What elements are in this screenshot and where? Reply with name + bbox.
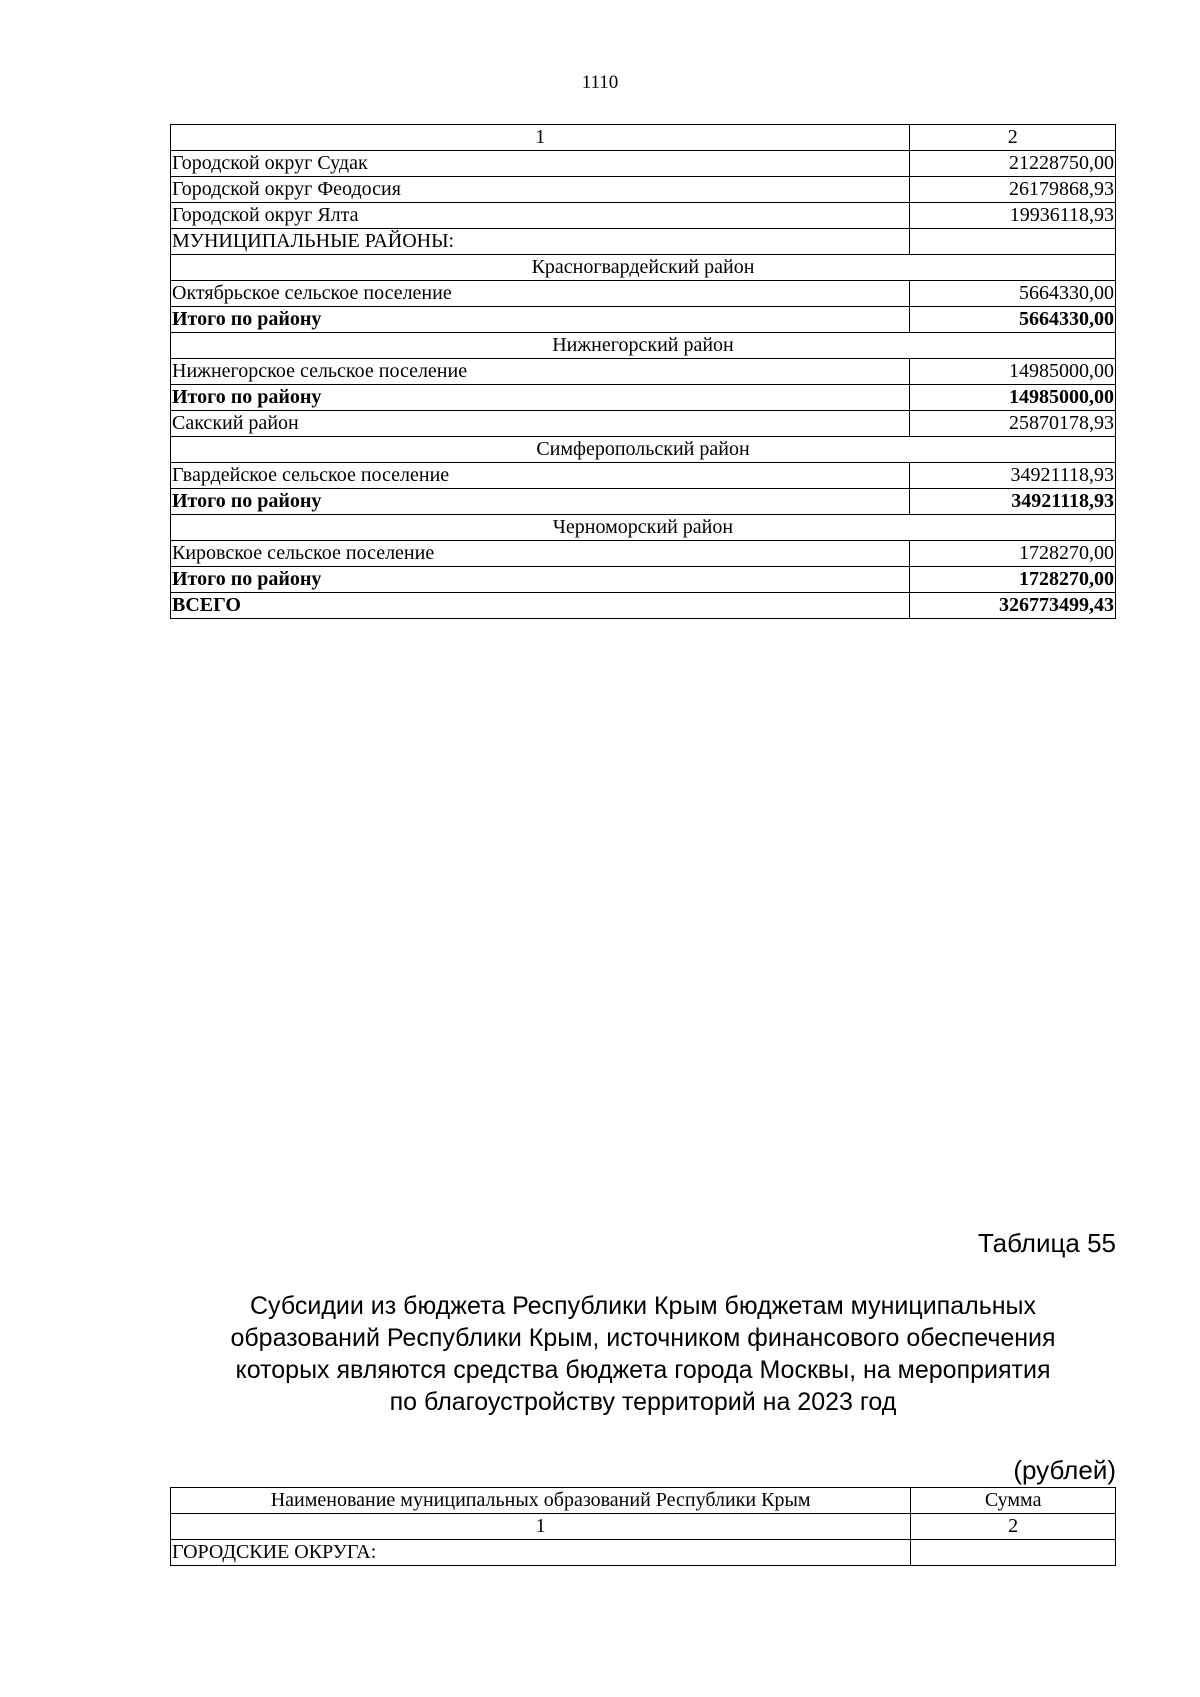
row-name: Городской округ Судак [171, 151, 910, 177]
district-header-row [171, 333, 1116, 359]
row-amount: 34921118,93 [910, 463, 1116, 489]
row-amount: 14985000,00 [910, 359, 1116, 385]
table-body [171, 125, 1116, 619]
row-amount: 14985000,00 [910, 385, 1116, 411]
table-heading-line: по благоустройству территорий на 2023 год [389, 1388, 897, 1416]
table-row [171, 177, 1116, 203]
header-name: Наименование муниципальных образований Республики Крым [171, 1488, 911, 1514]
district-name: Красногвардейский район [171, 255, 1116, 281]
column-number-2: 2 [910, 125, 1116, 151]
table-row [171, 203, 1116, 229]
district-header-row [171, 255, 1116, 281]
row-name: Итого по району [171, 307, 910, 333]
header-row [171, 1488, 1116, 1514]
row-amount: 34921118,93 [910, 489, 1116, 515]
table-row [171, 463, 1116, 489]
row-name: Городской округ Ялта [171, 203, 910, 229]
total-row [171, 307, 1116, 333]
row-amount: 19936118,93 [910, 203, 1116, 229]
row-amount: 21228750,00 [910, 151, 1116, 177]
header-amount: Сумма [911, 1488, 1116, 1514]
row-amount: 25870178,93 [910, 411, 1116, 437]
column-number-1: 1 [171, 125, 910, 151]
district-header-row [171, 437, 1116, 463]
row-amount: 26179868,93 [910, 177, 1116, 203]
row-name: Итого по району [171, 385, 910, 411]
table-row [171, 411, 1116, 437]
column-number-2: 2 [911, 1514, 1116, 1540]
district-header-row [171, 515, 1116, 541]
page-number: 1110 [581, 72, 619, 93]
row-amount [910, 229, 1116, 255]
row-name: Городской округ Феодосия [171, 177, 910, 203]
subsidy-table [170, 1487, 1116, 1566]
row-amount: 326773499,43 [910, 593, 1116, 619]
table-row [171, 151, 1116, 177]
total-row [171, 593, 1116, 619]
table-row [171, 281, 1116, 307]
table-heading [170, 1290, 1116, 1418]
row-name: Октябрьское сельское поселение [171, 281, 910, 307]
row-name: МУНИЦИПАЛЬНЫЕ РАЙОНЫ: [171, 229, 910, 255]
table-row [171, 1540, 1116, 1566]
row-name: ГОРОДСКИЕ ОКРУГА: [171, 1540, 911, 1566]
table-number: Таблица 55 [977, 1228, 1116, 1258]
row-name: Итого по району [171, 567, 910, 593]
row-name: Гвардейское сельское поселение [171, 463, 910, 489]
district-name: Симферопольский район [171, 437, 1116, 463]
row-name: Сакский район [171, 411, 910, 437]
column-number-row [171, 125, 1116, 151]
row-name: ВСЕГО [171, 593, 910, 619]
row-amount: 5664330,00 [910, 307, 1116, 333]
total-row [171, 385, 1116, 411]
total-row [171, 489, 1116, 515]
table-heading-line: образований Республики Крым, источником финансового обеспечения [230, 1324, 1056, 1352]
row-name: Кировское сельское поселение [171, 541, 910, 567]
row-amount [911, 1540, 1116, 1566]
column-number-1: 1 [171, 1514, 911, 1540]
row-name: Итого по району [171, 489, 910, 515]
unit-note: (рублей) [1013, 1455, 1116, 1485]
table-body [171, 1488, 1116, 1566]
table-row [171, 541, 1116, 567]
total-row [171, 567, 1116, 593]
budget-table-continued [170, 124, 1116, 619]
district-name: Нижнегорский район [171, 333, 1116, 359]
table-heading-line: Субсидии из бюджета Республики Крым бюджетам муниципальных [249, 1292, 1037, 1320]
row-amount: 1728270,00 [910, 541, 1116, 567]
table-row [171, 359, 1116, 385]
row-amount: 1728270,00 [910, 567, 1116, 593]
district-name: Черноморский район [171, 515, 1116, 541]
row-amount: 5664330,00 [910, 281, 1116, 307]
table-row [171, 229, 1116, 255]
table-heading-line: которых являются средства бюджета города Москвы, на мероприятия [235, 1356, 1051, 1384]
row-name: Нижнегорское сельское поселение [171, 359, 910, 385]
column-number-row [171, 1514, 1116, 1540]
